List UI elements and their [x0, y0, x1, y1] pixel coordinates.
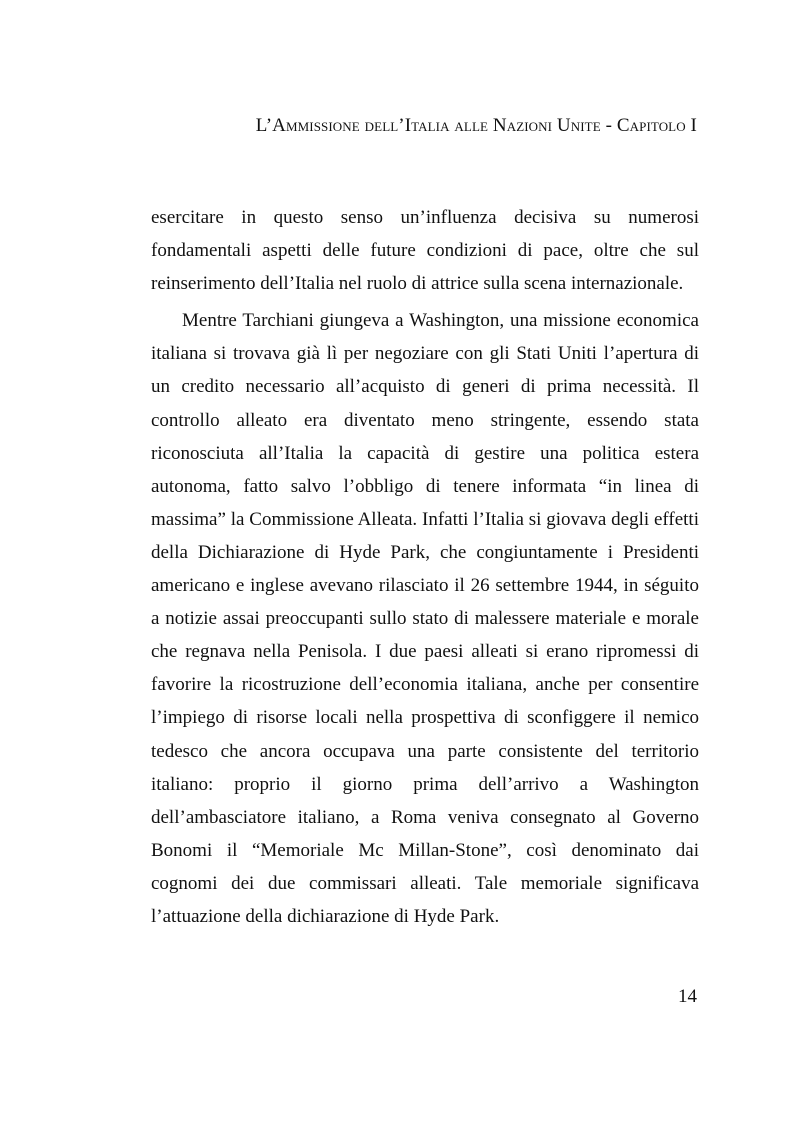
- running-header-title: L’Ammissione dell’Italia alle Nazioni Unite - Capitolo I: [255, 115, 697, 136]
- page-number: 14: [678, 986, 697, 1007]
- body-text: [151, 201, 699, 933]
- paragraph-tarchiani: Mentre Tarchiani giungeva a Washington, una missione economica italiana si trovava già lì per negoziare con gli Stati Uniti l’apertura di un credito necessario all’acquisto di generi di prima necessità. Il controllo alleato era diventato meno stringente, essendo stata riconosciuta all’Italia la capacità di gestire una politica estera autonoma, fatto salvo l’obbligo di tenere informata “in linea di massima” la Commissione Alleata. Infatti l’Italia si giovava degli effetti della Dichiarazione di Hyde Park, che congiuntamente i Presidenti americano e inglese avevano rilasciato il 26 settembre 1944, in séguito a notizie assai preoccupanti sullo stato di malessere materiale e morale che regnava nella Penisola. I due paesi alleati si erano ripromessi di favorire la ricostruzione dell’economia italiana, anche per consentire l’impiego di risorse locali nella prospettiva di sconfiggere il nemico tedesco che ancora occupava una parte consistente del territorio italiano: proprio il giorno prima dell’arrivo a Washington dell’ambasciatore italiano, a Roma veniva consegnato al Governo Bonomi il “Memoriale Mc Millan-Stone”, così denominato dai cognomi dei due commissari alleati. Tale memoriale significava l’attuazione della dichiarazione di Hyde Park.: [151, 310, 699, 927]
- running-header: [256, 115, 697, 137]
- paragraph-continuation: esercitare in questo senso un’influenza decisiva su numerosi fondamentali aspetti delle future condizioni di pace, oltre che sul reinserimento dell’Italia nel ruolo di attrice sulla scena internazionale.: [151, 207, 699, 295]
